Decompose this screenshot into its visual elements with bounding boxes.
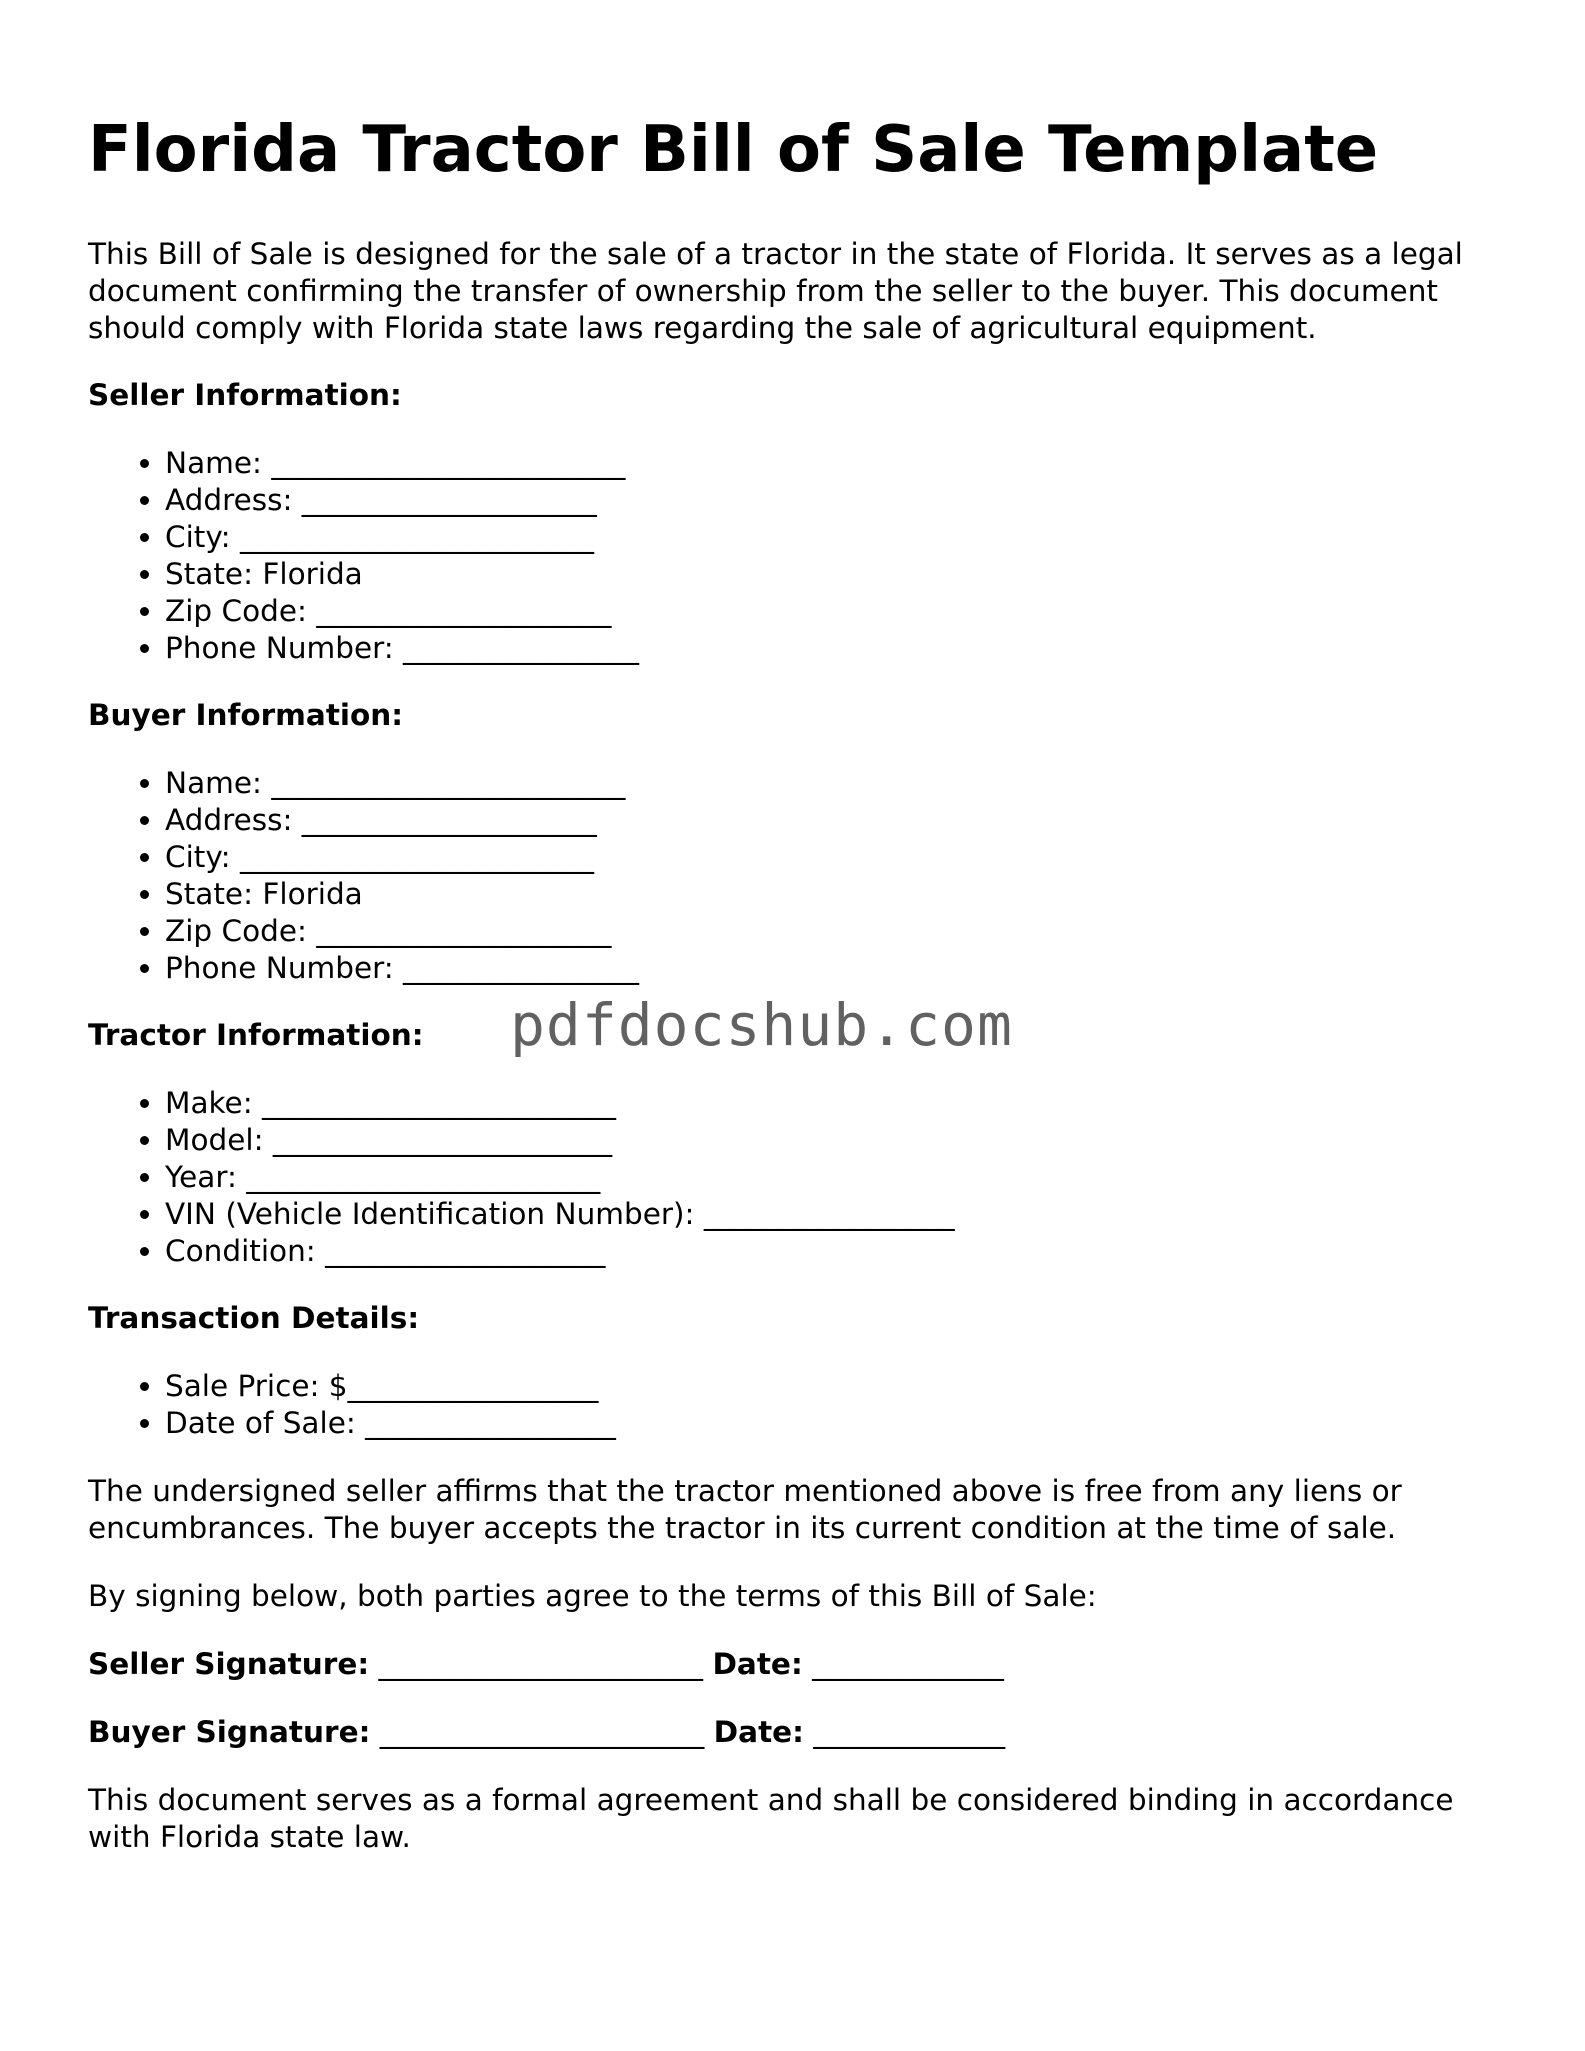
seller-signature-line: ______________________: [378, 1647, 704, 1681]
tractor-model-field: • Model: _______________________: [165, 1122, 1508, 1159]
buyer-signature-line: ______________________: [379, 1715, 705, 1749]
buyer-name-field: • Name: ________________________: [165, 765, 1508, 802]
transaction-list: [88, 1368, 1508, 1442]
buyer-date-label: Date:: [713, 1715, 804, 1749]
seller-address-field: • Address: ____________________: [165, 482, 1508, 519]
tractor-year-field: • Year: ________________________: [165, 1159, 1508, 1196]
buyer-zip-field: • Zip Code: ____________________: [165, 913, 1508, 950]
buyer-signature-label: Buyer Signature:: [88, 1715, 371, 1749]
seller-phone-field: • Phone Number: ________________: [165, 630, 1508, 667]
closing-paragraph: This document serves as a formal agreement and shall be considered binding in accordance with Florida state law.: [88, 1783, 1454, 1854]
buyer-date-line: _____________: [813, 1715, 1006, 1749]
buyer-signature-row: [88, 1714, 1508, 1751]
watermark-text: pdfdocshub.com: [510, 991, 1013, 1059]
document-page: [88, 0, 1508, 1856]
buyer-address-field: • Address: ____________________: [165, 802, 1508, 839]
agreement-paragraph: By signing below, both parties agree to the terms of this Bill of Sale:: [88, 1579, 1097, 1613]
seller-name-field: • Name: ________________________: [165, 445, 1508, 482]
buyer-list: [88, 765, 1508, 987]
seller-list: [88, 445, 1508, 667]
seller-signature-label: Seller Signature:: [88, 1647, 370, 1681]
sale-price-field: • Sale Price: $_________________: [165, 1368, 1508, 1405]
seller-zip-field: • Zip Code: ____________________: [165, 593, 1508, 630]
seller-city-field: • City: ________________________: [165, 519, 1508, 556]
seller-state-field: • State: Florida: [165, 556, 1508, 593]
sale-date-field: • Date of Sale: _________________: [165, 1405, 1508, 1442]
seller-signature-row: [88, 1646, 1508, 1683]
buyer-phone-field: • Phone Number: ________________: [165, 950, 1508, 987]
seller-date-line: _____________: [812, 1647, 1004, 1681]
intro-paragraph: This Bill of Sale is designed for the sale of a tractor in the state of Florida. It serves as a legal document confirming the transfer of ownership from the seller to the buyer. This document should comply with Florida state laws regarding the sale of agricultural equipment.: [88, 237, 1463, 345]
document-title: Florida Tractor Bill of Sale Template: [88, 113, 1379, 187]
buyer-city-field: • City: ________________________: [165, 839, 1508, 876]
tractor-vin-field: • VIN (Vehicle Identification Number): _________________: [165, 1196, 1508, 1233]
tractor-list: [88, 1085, 1508, 1270]
affirmation-paragraph: The undersigned seller affirms that the tractor mentioned above is free from any liens or encumbrances. The buyer accepts the tractor in its current condition at the time of sale.: [88, 1474, 1402, 1545]
seller-heading: Seller Information:: [88, 378, 402, 412]
tractor-condition-field: • Condition: ___________________: [165, 1233, 1508, 1270]
tractor-heading: Tractor Information:: [88, 1018, 424, 1052]
tractor-make-field: • Make: ________________________: [165, 1085, 1508, 1122]
buyer-heading: Buyer Information:: [88, 698, 404, 732]
transaction-heading: Transaction Details:: [88, 1301, 420, 1335]
seller-date-label: Date:: [712, 1647, 803, 1681]
buyer-state-field: • State: Florida: [165, 876, 1508, 913]
